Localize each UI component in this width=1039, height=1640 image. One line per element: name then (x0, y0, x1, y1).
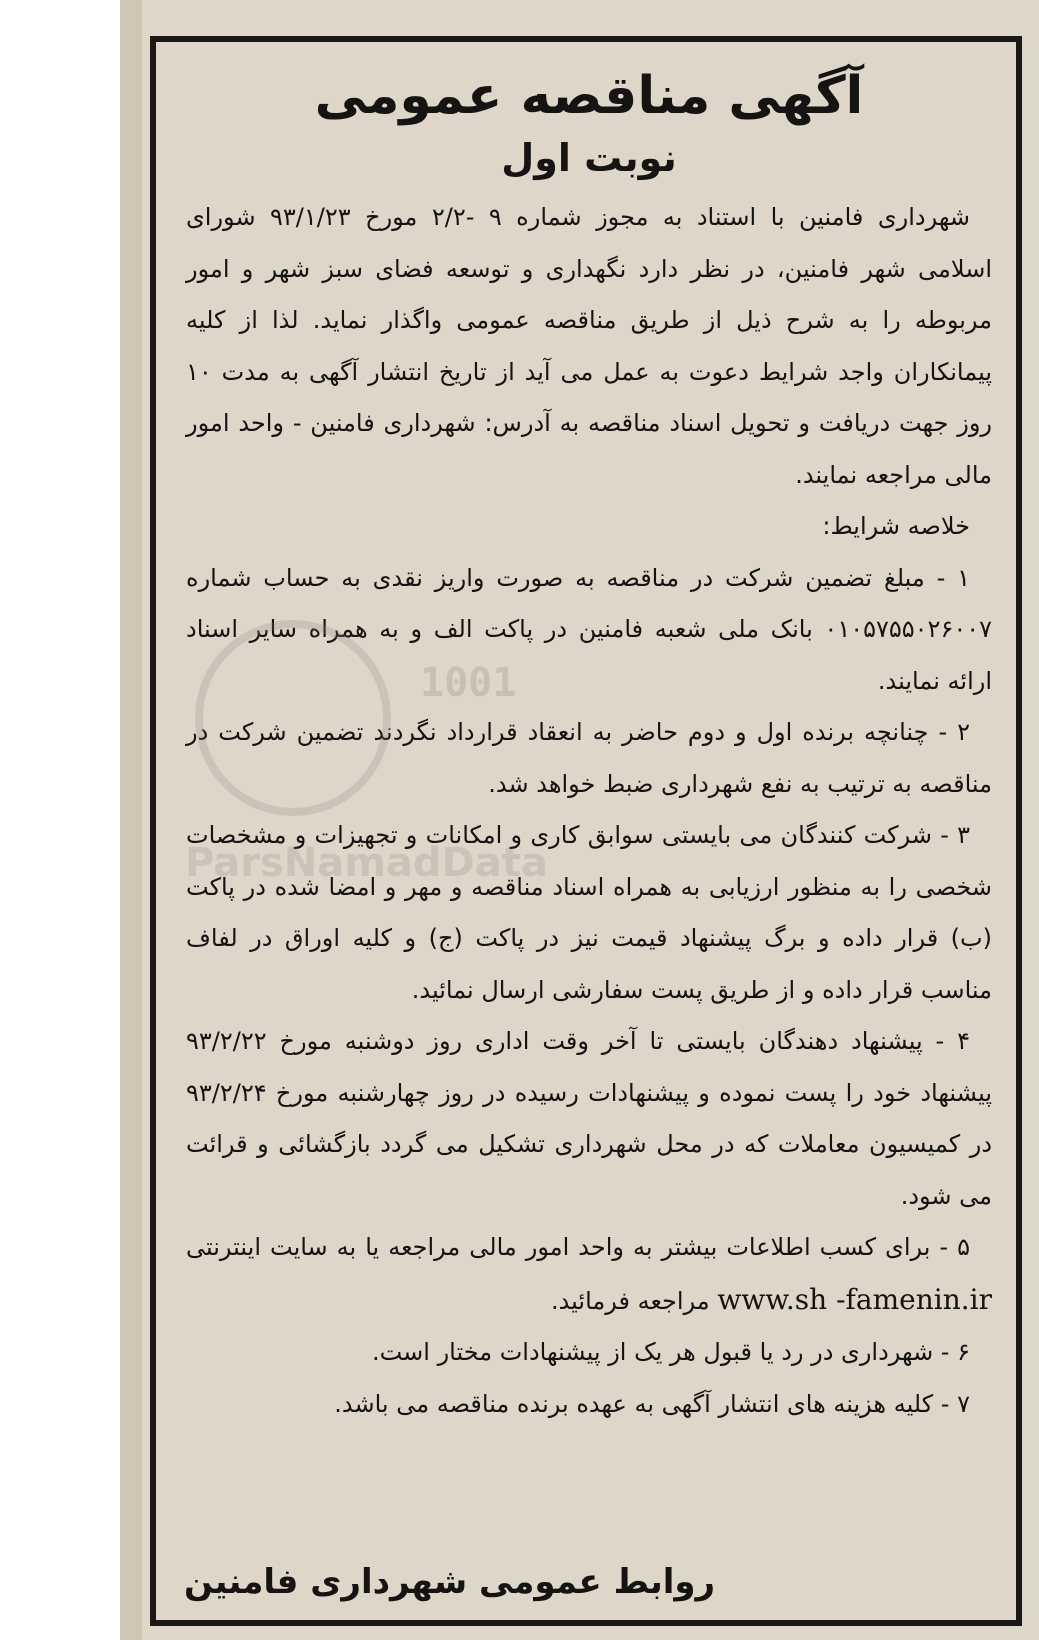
item5-text: ۵ - برای کسب اطلاعات بیشتر به واحد امور مالی مراجعه یا به سایت اینترنتی (186, 1233, 970, 1261)
watermark-brand: ParsNamadData (185, 840, 548, 886)
condition-item-3: ۳ - شرکت کنندگان می بایستی سوابق کاری و امکانات و تجهیزات و مشخصات شخصی را به منظور ارزیابی به همراه اسناد مناقصه و مهر و امضا شده در پاکت (ب) قرار داده و برگ پیشنهاد قیمت نیز در پاکت (ج) و کلیه اوراق در لفاف مناسب قرار داده و از طریق پست سفارشی ارسال نمائید. (186, 821, 992, 1004)
condition-item-5 (186, 1222, 992, 1327)
condition-item-6: ۶ - شهرداری در رد یا قبول هر یک از پیشنهادات مختار است. (371, 1338, 970, 1366)
paper-edge (120, 0, 142, 1640)
watermark (165, 610, 575, 910)
condition-item-4: ۴ - پیشنهاد دهندگان بایستی تا آخر وقت اداری روز دوشنبه مورخ ۹۳/۲/۲۲ پیشنهاد خود را پست نموده و پیشنهادات رسیده در روز چهارشنبه مورخ ۹۳/۲/۲۴ در کمیسیون معاملات که در محل شهرداری تشکیل می گردد بازگشائی و قرائت می شود. (186, 1027, 992, 1210)
notice-subtitle: نوبت اول (501, 136, 677, 180)
conditions-heading: خلاصه شرایط: (822, 512, 970, 540)
notice-title: آگهی مناقصه عمومی (314, 66, 864, 126)
condition-item-2: ۲ - چنانچه برنده اول و دوم حاضر به انعقاد قرارداد نگردند تضمین شرکت در مناقصه به ترتیب به نفع شهرداری ضبط خواهد شد. (186, 718, 992, 798)
intro-paragraph: شهرداری فامنین با استناد به مجوز شماره ۹ -۲/۲ مورخ ۹۳/۱/۲۳ شورای اسلامی شهر فامنین، در نظر دارد نگهداری و توسعه فضای سبز شهر و امور مربوطه را به شرح ذیل از طریق مناقصه عمومی واگذار نماید. لذا از کلیه پیمانکاران واجد شرایط دعوت به عمل می آید از تاریخ انتشار آگهی به مدت ۱۰ روز جهت دریافت و تحویل اسناد مناقصه به آدرس: شهرداری فامنین - واحد امور مالی مراجعه نمایند. (186, 203, 992, 489)
condition-item-7: ۷ - کلیه هزینه های انتشار آگهی به عهده برنده مناقصه می باشد. (334, 1389, 970, 1418)
watermark-number: 1001 (420, 660, 517, 706)
condition-item-1: ۱ - مبلغ تضمین شرکت در مناقصه به صورت واریز نقدی به حساب شماره ۰۱۰۵۷۵۵۰۲۶۰۰۷ بانک ملی شعبه فامنین در پاکت الف و به همراه سایر اسناد ارائه نمایند. (186, 563, 992, 695)
signature: روابط عمومی شهرداری فامنین (184, 1562, 716, 1602)
website-link[interactable]: www.sh -famenin.ir (717, 1282, 992, 1316)
item5-text-end: مراجعه فرمائید. (550, 1286, 710, 1315)
watermark-seal-icon (195, 620, 391, 816)
